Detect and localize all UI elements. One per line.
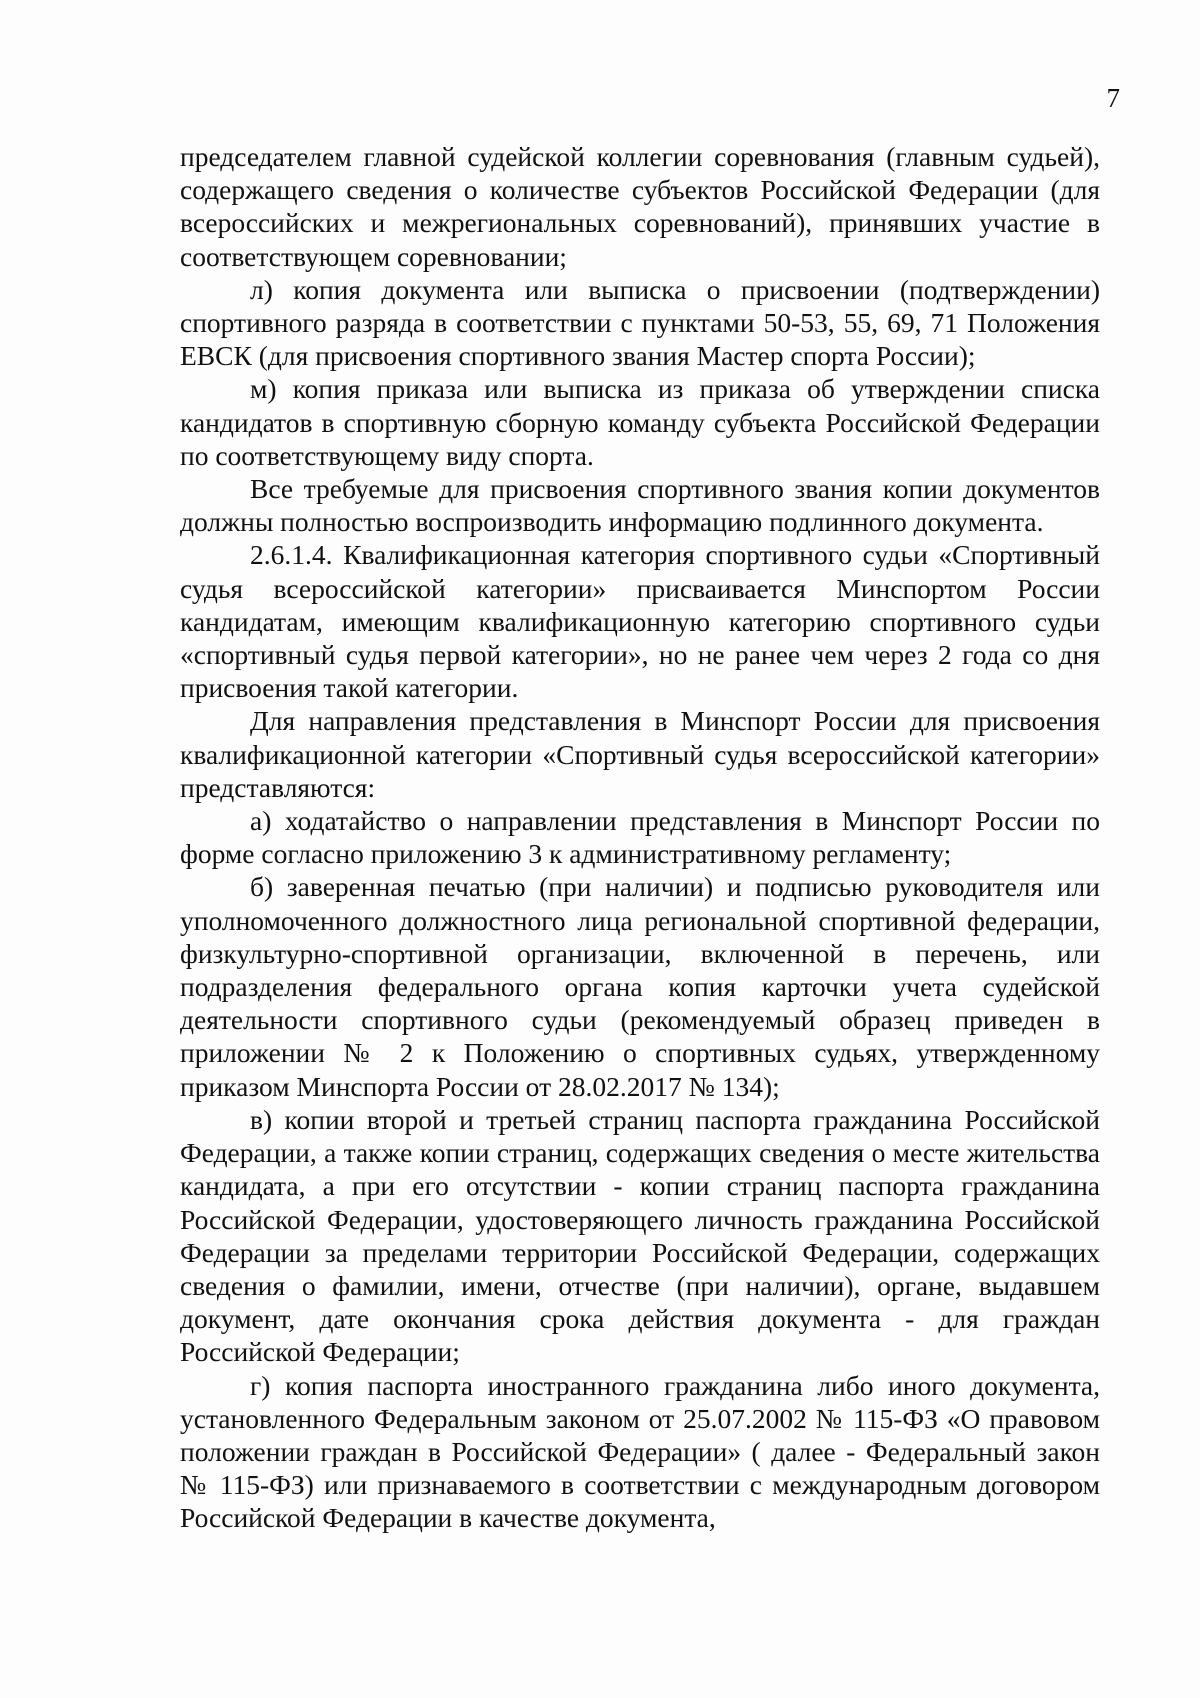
- paragraph-item-b: б) заверенная печатью (при наличии) и подписью руководителя или уполномоченного должностного лица региональной спортивной федерации, физкультурно-спортивной организации, включенной в перечень, или подразделения федерального органа копия карточки учета судейской деятельности спортивного судьи (рекомендуемый образец приведен в приложении № 2 к Положению о спортивных судьях, утвержденному приказом Минспорта России от 28.02.2017 № 134);: [180, 871, 1100, 1102]
- document-body: [180, 140, 1100, 1535]
- paragraph-item-a: а) ходатайство о направлении представления в Минспорт России по форме согласно приложению 3 к административному регламенту;: [180, 805, 1100, 870]
- paragraph-submission-intro: Для направления представления в Минспорт России для присвоения квалификационной категории «Спортивный судья всероссийской категории» представляются:: [180, 705, 1100, 803]
- paragraph-item-l: л) копия документа или выписка о присвоении (подтверждении) спортивного разряда в соответствии с пунктами 50-53, 55, 69, 71 Положения ЕВСК (для присвоения спортивного звания Мастер спорта России);: [180, 273, 1100, 372]
- paragraph-item-v: в) копии второй и третьей страниц паспорта гражданина Российской Федерации, а также копии страниц, содержащих сведения о месте жительства кандидата, а при его отсутствии - копии страниц паспорта гражданина Российской Федерации, удостоверяющего личность гражданина Российской Федерации за пределами территории Российской Федерации, содержащих сведения о фамилии, имени, отчестве (при наличии), органе, выдавшем документ, дате окончания срока действия документа - для граждан Российской Федерации;: [180, 1103, 1100, 1368]
- paragraph-item-g: г) копия паспорта иностранного гражданина либо иного документа, установленного Федеральным законом от 25.07.2002 № 115-ФЗ «О правовом положении граждан в Российской Федерации» ( далее - Федеральный закон № 115-ФЗ) или признаваемого в соответствии с международным договором Российской Федерации в качестве документа,: [180, 1369, 1100, 1534]
- paragraph-continuation: председателем главной судейской коллегии соревнования (главным судьей), содержащего сведения о количестве субъектов Российской Федерации (для всероссийских и межрегиональных соревнований), принявших участие в соответствующем соревновании;: [180, 141, 1100, 272]
- paragraph-copies-requirement: Все требуемые для присвоения спортивного звания копии документов должны полностью воспроизводить информацию подлинного документа.: [180, 473, 1100, 538]
- paragraph-item-m: м) копия приказа или выписка из приказа об утверждении списка кандидатов в спортивную сборную команду субъекта Российской Федерации по соответствующему виду спорта.: [180, 373, 1100, 471]
- page-number: 7: [1106, 83, 1120, 113]
- paragraph-section-2-6-1-4: 2.6.1.4. Квалификационная категория спортивного судьи «Спортивный судья всероссийской категории» присваивается Минспортом России кандидатам, имеющим квалификационную категорию спортивного судьи «спортивный судья первой категории», но не ранее чем через 2 года со дня присвоения такой категории.: [180, 539, 1100, 704]
